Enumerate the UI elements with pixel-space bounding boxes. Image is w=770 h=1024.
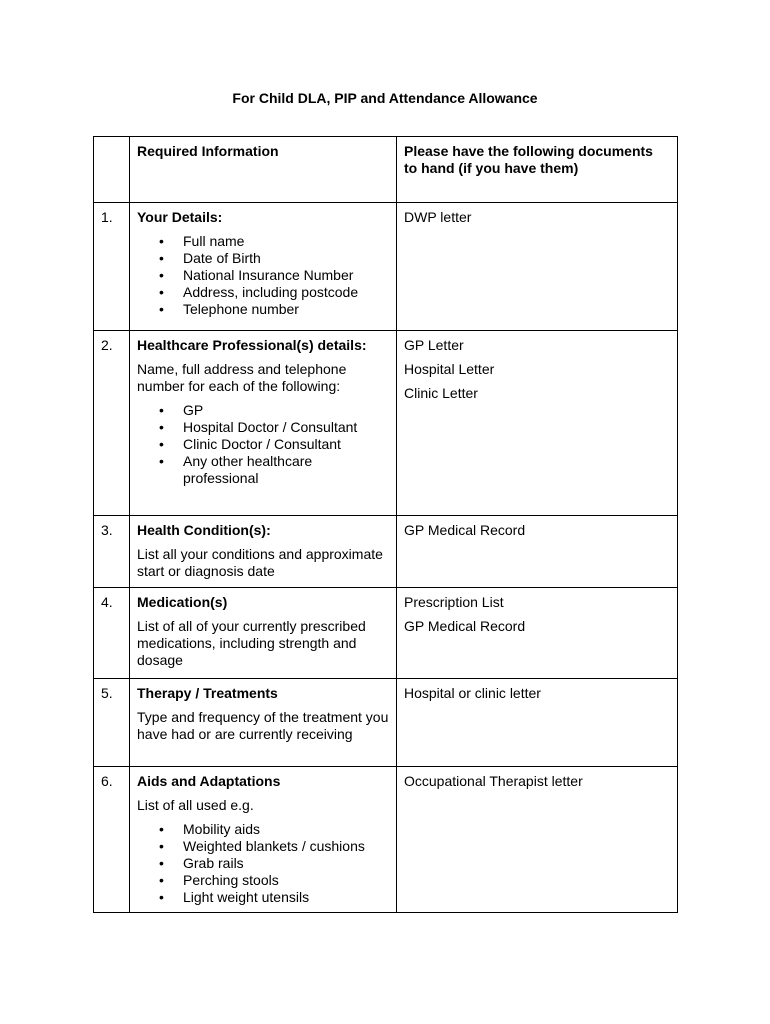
- documents-cell: [397, 679, 678, 767]
- bullet-list: [137, 233, 389, 318]
- bullet-list: [137, 821, 389, 906]
- row-number: 5.: [94, 679, 130, 767]
- row-heading: Health Condition(s):: [137, 522, 271, 538]
- row-number: 4.: [94, 588, 130, 679]
- bullet-list: [137, 402, 389, 487]
- table-row: [94, 516, 678, 588]
- information-table: [93, 136, 678, 913]
- table-row: [94, 331, 678, 516]
- document-item: GP Medical Record: [404, 618, 526, 634]
- row-description: List of all used e.g.: [137, 797, 254, 813]
- documents-cell: [397, 203, 678, 331]
- list-item: • Any other healthcare professional: [137, 453, 389, 487]
- list-item: • Perching stools: [137, 872, 389, 889]
- list-item: • Full name: [137, 233, 389, 250]
- list-item: • Clinic Doctor / Consultant: [137, 436, 389, 453]
- document-item: Hospital Letter: [404, 361, 495, 377]
- document-item: GP Medical Record: [404, 522, 526, 538]
- list-item: • Light weight utensils: [137, 889, 389, 906]
- row-description: Name, full address and telephone number for each of the following:: [137, 361, 347, 394]
- document-item: Hospital or clinic letter: [404, 685, 541, 701]
- list-item: • Hospital Doctor / Consultant: [137, 419, 389, 436]
- document-item: GP Letter: [404, 337, 464, 353]
- row-heading: Your Details:: [137, 209, 223, 225]
- list-item: • Mobility aids: [137, 821, 389, 838]
- required-cell: [130, 767, 397, 913]
- documents-cell: [397, 516, 678, 588]
- document-item: Clinic Letter: [404, 385, 478, 401]
- list-item: • National Insurance Number: [137, 267, 389, 284]
- table-row: [94, 588, 678, 679]
- header-documents: Please have the following documents to hand (if you have them): [397, 137, 678, 203]
- documents-cell: [397, 767, 678, 913]
- document-item: Prescription List: [404, 594, 504, 610]
- row-number: 2.: [94, 331, 130, 516]
- required-cell: [130, 331, 397, 516]
- row-description: List of all of your currently prescribed medications, including strength and dosage: [137, 618, 366, 668]
- header-number-cell: [94, 137, 130, 203]
- table-row: [94, 203, 678, 331]
- row-description: Type and frequency of the treatment you have had or are currently receiving: [137, 709, 389, 742]
- table-row: [94, 767, 678, 913]
- required-cell: [130, 679, 397, 767]
- row-number: 6.: [94, 767, 130, 913]
- row-number: 1.: [94, 203, 130, 331]
- documents-cell: [397, 331, 678, 516]
- documents-cell: [397, 588, 678, 679]
- required-cell: [130, 203, 397, 331]
- row-heading: Aids and Adaptations: [137, 773, 281, 789]
- header-required-information: Required Information: [130, 137, 397, 203]
- required-cell: [130, 588, 397, 679]
- table-row: [94, 679, 678, 767]
- list-item: • Weighted blankets / cushions: [137, 838, 389, 855]
- row-description: List all your conditions and approximate start or diagnosis date: [137, 546, 383, 579]
- page-title: For Child DLA, PIP and Attendance Allowance: [232, 90, 538, 106]
- list-item: • Telephone number: [137, 301, 389, 318]
- row-heading: Therapy / Treatments: [137, 685, 278, 701]
- list-item: • Date of Birth: [137, 250, 389, 267]
- row-number: 3.: [94, 516, 130, 588]
- document-item: DWP letter: [404, 209, 472, 225]
- list-item: • GP: [137, 402, 389, 419]
- list-item: • Grab rails: [137, 855, 389, 872]
- row-heading: Medication(s): [137, 594, 228, 610]
- list-item: • Address, including postcode: [137, 284, 389, 301]
- required-cell: [130, 516, 397, 588]
- table-header-row: [94, 137, 678, 203]
- document-item: Occupational Therapist letter: [404, 773, 583, 789]
- row-heading: Healthcare Professional(s) details:: [137, 337, 367, 353]
